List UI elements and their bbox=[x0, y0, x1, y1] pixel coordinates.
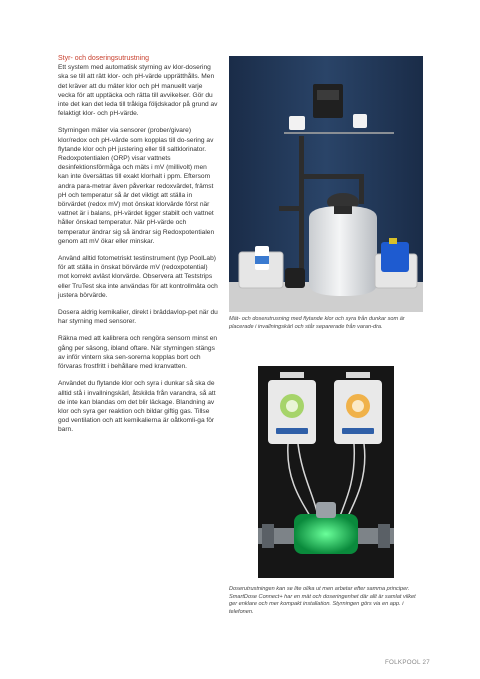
photo-caption-2: Doserutrustningen kan se lite olika ut men arbetar efter samma principer. SmartDose Connect+ har en mät och doseringenhet där allt är samlat vilket ger enklare och mer kompakt installation. Styrningen görs via en app. i telefonen. bbox=[229, 586, 416, 615]
paragraph-4: Dosera aldrig kemikalier, direkt i bräddavlop-pet när du har styrning med sensorer. bbox=[58, 309, 218, 326]
paragraph-2: Styrningen mäter via sensorer (prober/givare) klor/redox och pH-värde som kopplas till do-sering av flytande klor och pH justering eller till saltklorinator. Redoxpotentialen (ORP) visar vattnets desinfektionsförmåga och mäts i mV (millivolt) men kan inte översättas till exakt klorhalt i ppm. Eftersom andra para-metrar även påverkar redoxvärdet, främst pH och temperatur så är det viktigt att ställa in börvärdet (redox mV) mot önskat klorvärde först när vattnet är i balans, pH-värdet ligger stabilt och vattnet håller önskad temperatur. När pH-värde och temperatur ändrar sig så ändrar sig Redoxpotentialen genom att mV ökar eller minskar. bbox=[58, 127, 215, 245]
smartdose-photo bbox=[258, 366, 394, 578]
paragraph-5: Räkna med att kalibrera och rengöra sensorn minst en gång per säsong, ibland oftare. När styrningen stängs av inför vintern ska sen-sorerna kopplas bort och förvaras frostfritt i behållare med kranvatten. bbox=[58, 335, 218, 371]
paragraph-6: Användet du flytande klor och syra i dunkar så ska de alltid stå i invallningskärl, åtskilda från varandra, så att de inte kan blandas om det blir läckage. Blandning av klor och syra ger reaktion och bildar giftig gas. Tillse god ventilation och att kemikalierna är oåtkomli-ga för barn. bbox=[58, 380, 216, 434]
dosing-equipment-photo bbox=[229, 56, 423, 312]
dosing-equipment-illustration bbox=[229, 56, 423, 312]
smartdose-illustration bbox=[258, 366, 394, 578]
photo-caption-1: Mät- och doserutrusning med flytande klor och syra från dunkar som är placerade i invallningskärl och står separerade från varan-dra. bbox=[229, 316, 405, 330]
paragraph-1: Ett system med automatisk styrning av klor-dosering ska se till att rätt klor- och pH-värde upprätthålls. Men det kräver att du mäter klor och pH manuellt varje vecka för att upptäcka och rätta till avvikelser. Gör du inte det kan det leda till tråkiga följdskador på grund av felaktigt klor- och pH-värde. bbox=[58, 64, 218, 118]
main-text-column bbox=[58, 54, 218, 443]
page-footer: FOLKPOOL 27 bbox=[384, 659, 430, 666]
intro-block bbox=[58, 54, 218, 118]
paragraph-3: Använd alltid fotometriskt testinstrument (typ PoolLab) för att ställa in önskat börvärde mV (redoxpotential) mot korrekt avläst klorvärde. Observera att Teststrips eller TruTest ska inte användas för att kontrollmäta och justera börvärde. bbox=[58, 255, 218, 299]
section-title: Styr- och doseringsutrustning bbox=[58, 55, 150, 62]
